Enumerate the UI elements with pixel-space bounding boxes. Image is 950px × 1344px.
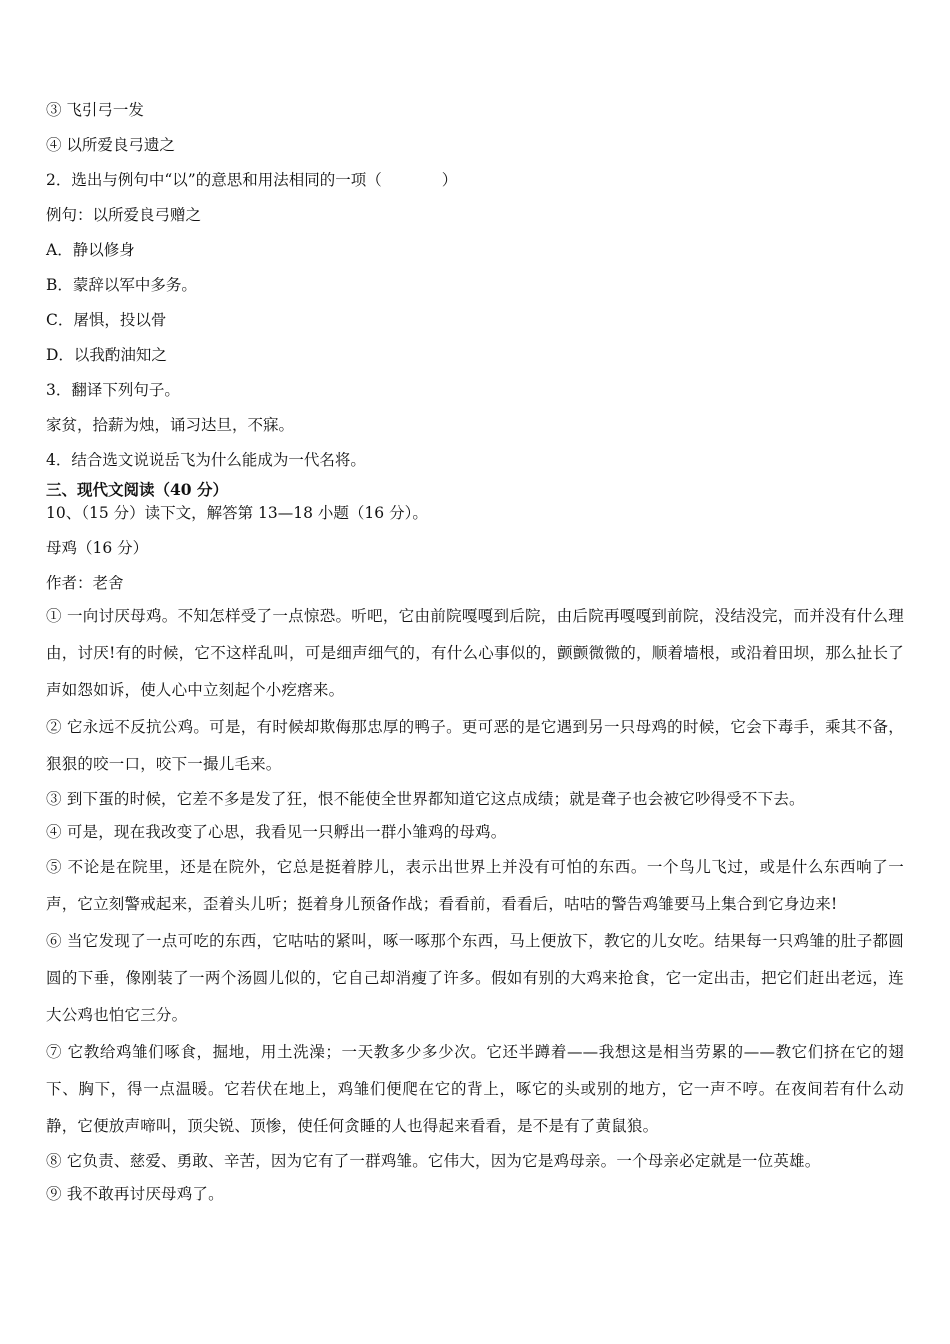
article-title: 母鸡（16 分） bbox=[46, 539, 149, 557]
q2-stem bbox=[46, 168, 904, 192]
paragraph-7: ⑦ 它教给鸡雏们啄食，掘地，用土洗澡；一天教多少多少次。它还半蹲着——我想这是相当劳累的——教它们挤在它的翅下、胸下，得一点温暖。它若伏在地上，鸡雏们便爬在它的背上，啄它的头或别的地方，它一声不哼。在夜间若有什么动静，它便放声啼叫，顶尖锐、顶惨，使任何贪睡的人也得起来看看，是不是有了黄鼠狼。 bbox=[46, 1043, 904, 1135]
q2-option-d: D．以我酌油知之 bbox=[46, 346, 167, 364]
paragraph-6: ⑥ 当它发现了一点可吃的东西，它咕咕的紧叫，啄一啄那个东西，马上便放下，教它的儿女吃。结果每一只鸡雏的肚子都圆圆的下垂，像刚装了一两个汤圆儿似的，它自己却消瘦了许多。假如有别的大鸡来抢食，它一定出击，把它们赶出老远，连大公鸡也怕它三分。 bbox=[46, 932, 904, 1024]
paragraph-1: ① 一向讨厌母鸡。不知怎样受了一点惊恐。听吧，它由前院嘎嘎到后院，由后院再嘎嘎到前院，没结没完，而并没有什么理由，讨厌!有的时候，它不这样乱叫，可是细声细气的，有什么心事似的，颤颤微微的，顺着墙根，或沿着田坝，那么扯长了声如怨如诉，使人心中立刻起个小疙瘩来。 bbox=[46, 607, 904, 699]
q4-stem: 4．结合选文说说岳飞为什么能成为一代名将。 bbox=[46, 451, 366, 469]
q3-stem: 3．翻译下列句子。 bbox=[46, 381, 180, 399]
q3-sentence: 家贫，拾薪为烛，诵习达旦，不寐。 bbox=[46, 416, 295, 434]
q2-example: 例句：以所爱良弓赠之 bbox=[46, 206, 202, 224]
section-title: 三、现代文阅读（40 分） bbox=[46, 480, 228, 499]
paragraph-5: ⑤ 不论是在院里，还是在院外，它总是挺着脖儿，表示出世界上并没有可怕的东西。一个鸟儿飞过，或是什么东西响了一声，它立刻警戒起来，歪着头儿听；挺着身儿预备作战；看看前，看看后，咕咕的警告鸡雏要马上集合到它身边来! bbox=[46, 858, 904, 913]
q1-item-3: ③ 飞引弓一发 bbox=[46, 101, 144, 119]
q2-option-c: C．屠惧，投以骨 bbox=[46, 311, 167, 329]
article-author: 作者：老舍 bbox=[46, 574, 124, 592]
paragraph-2: ② 它永远不反抗公鸡。可是，有时候却欺侮那忠厚的鸭子。更可恶的是它遇到另一只母鸡的时候，它会下毒手，乘其不备，狠狠的咬一口，咬下一撮儿毛来。 bbox=[46, 718, 904, 773]
q2-option-a: A．静以修身 bbox=[46, 241, 135, 259]
document-page bbox=[46, 98, 904, 1211]
q2-option-b: B．蒙辞以军中多务。 bbox=[46, 276, 197, 294]
paragraph-8: ⑧ 它负责、慈爱、勇敢、辛苦，因为它有了一群鸡雏。它伟大，因为它是鸡母亲。一个母亲必定就是一位英雄。 bbox=[46, 1152, 821, 1170]
q10-stem: 10、（15 分）读下文，解答第 13—18 小题（16 分）。 bbox=[46, 504, 428, 522]
paragraph-9: ⑨ 我不敢再讨厌母鸡了。 bbox=[46, 1185, 224, 1203]
paragraph-4: ④ 可是，现在我改变了心思，我看见一只孵出一群小雏鸡的母鸡。 bbox=[46, 823, 507, 841]
q1-item-4: ④ 以所爱良弓遗之 bbox=[46, 136, 175, 154]
q2-stem-prefix: 2．选出与例句中“以”的意思和用法相同的一项（ bbox=[46, 171, 382, 189]
q2-stem-suffix: ） bbox=[441, 171, 458, 189]
paragraph-3: ③ 到下蛋的时候，它差不多是发了狂，恨不能使全世界都知道它这点成绩；就是聋子也会被它吵得受不下去。 bbox=[46, 790, 805, 808]
